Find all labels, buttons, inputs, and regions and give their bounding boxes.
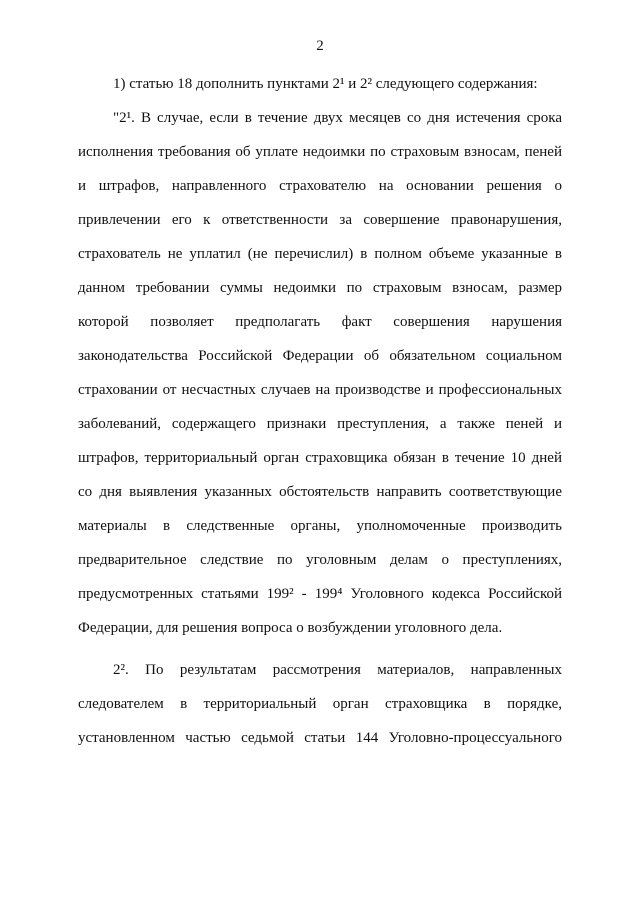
text-line: 1) статью 18 дополнить пунктами 2¹ и 2² следующего содержания:: [113, 76, 538, 92]
text-line: "2¹. В случае, если в течение двух месяцев со дня истечения срока: [113, 110, 562, 126]
text-line: со дня выявления указанных обстоятельств направить соответствующие: [78, 484, 562, 500]
text-line: и штрафов, направленного страхователю на основании решения о: [78, 178, 562, 194]
text-line: страховании от несчастных случаев на производстве и профессиональных: [78, 382, 562, 398]
text-line: данном требовании суммы недоимки по страховым взносам, размер: [78, 280, 562, 296]
page-number: 2: [316, 38, 324, 54]
text-line: штрафов, территориальный орган страховщика обязан в течение 10 дней: [78, 450, 562, 466]
text-line: заболеваний, содержащего признаки преступления, а также пеней и: [78, 416, 562, 432]
text-line: установленном частью седьмой статьи 144 Уголовно-процессуального: [78, 730, 562, 746]
text-line: предварительное следствие по уголовным делам о преступлениях,: [78, 552, 562, 568]
text-line: исполнения требования об уплате недоимки по страховым взносам, пеней: [78, 144, 562, 160]
text-line: материалы в следственные органы, уполномоченные производить: [78, 518, 562, 534]
text-line: следователем в территориальный орган страховщика в порядке,: [78, 696, 562, 712]
text-line: которой позволяет предполагать факт совершения нарушения: [78, 314, 562, 330]
text-line: Федерации, для решения вопроса о возбуждении уголовного дела.: [78, 620, 503, 636]
text-line: страхователь не уплатил (не перечислил) в полном объеме указанные в: [78, 246, 562, 262]
text-line: 2². По результатам рассмотрения материалов, направленных: [113, 662, 562, 678]
text-line: предусмотренных статьями 199² - 199⁴ Уголовного кодекса Российской: [78, 586, 562, 602]
text-line: законодательства Российской Федерации об обязательном социальном: [78, 348, 562, 364]
text-line: привлечении его к ответственности за совершение правонарушения,: [78, 212, 562, 228]
